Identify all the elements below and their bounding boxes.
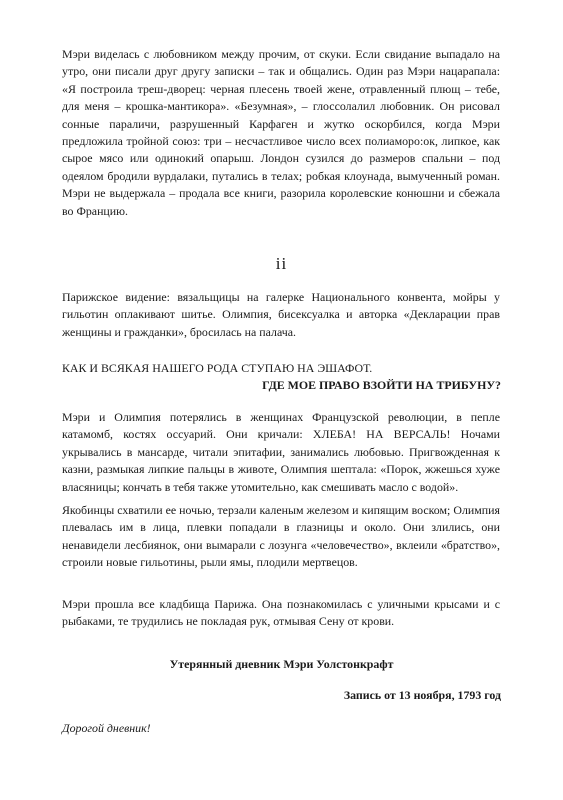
section-numeral: ii (275, 254, 288, 273)
diary-heading: Утерянный дневник Мэри Уолстонкрафт (169, 657, 394, 671)
paragraph-paris-vision: Парижское видение: вязальщицы на галерке Национального конвента, мойры у гильотин оплакивают шитье. Олимпия, бисексуалка и авторка «Декларации прав женщины и гражданки», бросилась на палача. (62, 290, 500, 339)
entry-date: Запись от 13 ноября, 1793 год (343, 688, 501, 702)
paragraph-mary-lover: Мэри виделась с любовником между прочим, от скуки. Если свидание выпадало на утро, они писали друг другу записки – так и общались. Один раз Мэри нацарапала: «Я построила треш-дворец: черная плесень твоей жене, отравленный плющ – тебе, для меня – крошка-мантикора». «Безумная», – глоссолалил любовник. Он рисовал сонные параличи, разрушенный Карфаген и жутко оскорбился, когда Мэри предложила тройной союз: три – несчастливое число всех полиаморо:ок, липкое, как сырое мясо или одинокий опарыш. Лондон сузился до размеров спальни – под одеялом бродили вурдалаки, путались в телах; робкая клоунада, вымученный роман. Мэри не выдержала – продала все книги, разорила королевские конюшни и сбежала во Францию. (62, 47, 500, 218)
paragraph-mary-olympia: Мэри и Олимпия потерялись в женщинах Французской революции, в пепле катамомб, костях оссуарий. Они кричали: ХЛЕБА! НА ВЕРСАЛЬ! Ночами укрывались в мансарде, читали эпитафии, занимались любовью. Пригвожденная к казни, размыкая липкие пальцы в животе, Олимпия шептала: «Порок, жжешься хуже власяницы; кончать в тебя также утомительно, как смешивать масло с водой». (62, 410, 500, 494)
epigraph-line-2: ГДЕ МОЕ ПРАВО ВЗОЙТИ НА ТРИБУНУ? (262, 378, 501, 392)
paragraph-jacobins: Якобинцы схватили ее ночью, терзали каленым железом и кипящим воском; Олимпия плевалась им в лица, плевки попадали в глазницы и около. Они злились, они ненавидели лесбиянок, они вымарали с лозунга «человечество», вклеили «братство», строили новые гильотины, рыли ямы, плодили мертвецов. (62, 503, 500, 570)
paragraph-cemeteries: Мэри прошла все кладбища Парижа. Она познакомилась с уличными крысами и с рыбаками, те трудились не покладая рук, отмывая Сену от крови. (62, 597, 500, 629)
diary-greeting: Дорогой дневник! (62, 721, 151, 735)
epigraph-line-1: КАК И ВСЯКАЯ НАШЕГО РОДА СТУПАЮ НА ЭШАФОТ. (62, 361, 373, 375)
